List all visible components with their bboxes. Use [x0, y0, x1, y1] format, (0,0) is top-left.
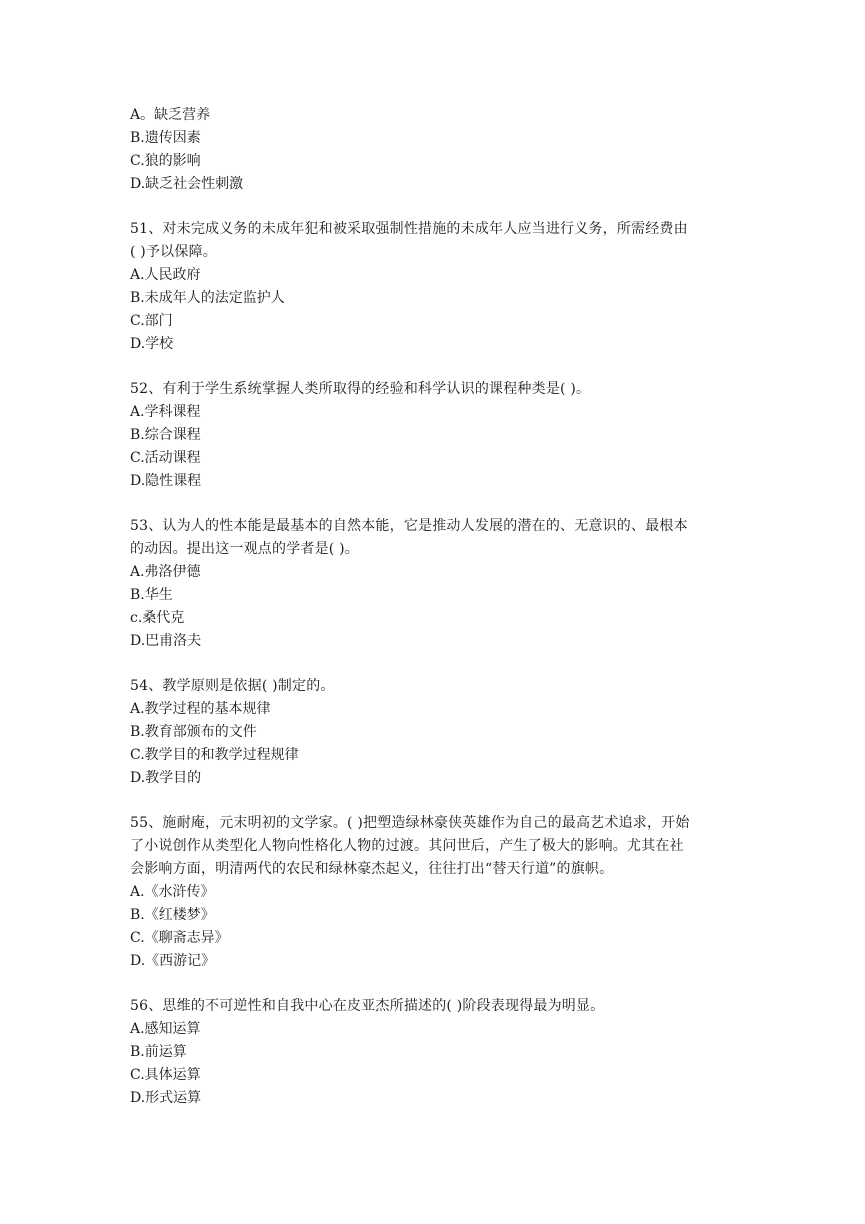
question-51 [130, 218, 735, 356]
option: D.《西游记》 [130, 953, 216, 969]
option: C.《聊斋志异》 [130, 930, 229, 946]
question-text: ( )予以保障。 [130, 244, 217, 260]
question-text: 53、认为人的性本能是最基本的自然本能，它是推动人发展的潜在的、无意识的、最根本 [130, 518, 688, 534]
option: D.形式运算 [130, 1090, 202, 1106]
options-continued [130, 104, 735, 196]
option: C.教学目的和教学过程规律 [130, 747, 299, 763]
option: D.巴甫洛夫 [130, 633, 202, 649]
option: C.狼的影响 [130, 153, 201, 169]
question-54 [130, 675, 735, 790]
option: C.部门 [130, 313, 173, 329]
question-text: 51、对未完成义务的未成年犯和被采取强制性措施的未成年人应当进行义务，所需经费由 [130, 221, 688, 237]
option: A。缺乏营养 [130, 107, 211, 123]
question-text: 了小说创作从类型化人物向性格化人物的过渡。其问世后，产生了极大的影响。尤其在社 [130, 838, 684, 854]
option: c.桑代克 [130, 610, 185, 626]
option: D.教学目的 [130, 770, 202, 786]
question-text: 会影响方面，明清两代的农民和绿林豪杰起义，往往打出“替天行道”的旗帜。 [130, 861, 614, 877]
option: B.前运算 [130, 1044, 187, 1060]
question-text: 52、有利于学生系统掌握人类所取得的经验和科学认识的课程种类是( )。 [130, 381, 591, 397]
option: A.弗洛伊德 [130, 564, 201, 580]
question-text: 55、施耐庵，元末明初的文学家。( )把塑造绿林豪侠英雄作为自己的最高艺术追求，开始 [130, 815, 690, 831]
option: A.《水浒传》 [130, 884, 215, 900]
option: B.遗传因素 [130, 130, 201, 146]
question-56 [130, 995, 735, 1110]
option: A.学科课程 [130, 404, 201, 420]
question-list [130, 104, 735, 1132]
option: D.缺乏社会性刺激 [130, 176, 244, 192]
question-55 [130, 812, 735, 973]
question-53 [130, 515, 735, 653]
option: D.学校 [130, 336, 174, 352]
question-text: 的动因。提出这一观点的学者是( )。 [130, 541, 359, 557]
option: B.教育部颁布的文件 [130, 724, 257, 740]
option: B.未成年人的法定监护人 [130, 290, 285, 306]
option: B.华生 [130, 587, 173, 603]
option: B.《红楼梦》 [130, 907, 215, 923]
option: C.具体运算 [130, 1067, 201, 1083]
option: D.隐性课程 [130, 473, 202, 489]
question-text: 56、思维的不可逆性和自我中心在皮亚杰所描述的( )阶段表现得最为明显。 [130, 998, 605, 1014]
option: A.感知运算 [130, 1021, 201, 1037]
option: C.活动课程 [130, 450, 201, 466]
question-text: 54、教学原则是依据( )制定的。 [130, 678, 335, 694]
option: B.综合课程 [130, 427, 201, 443]
question-52 [130, 378, 735, 493]
option: A.人民政府 [130, 267, 201, 283]
option: A.教学过程的基本规律 [130, 701, 271, 717]
